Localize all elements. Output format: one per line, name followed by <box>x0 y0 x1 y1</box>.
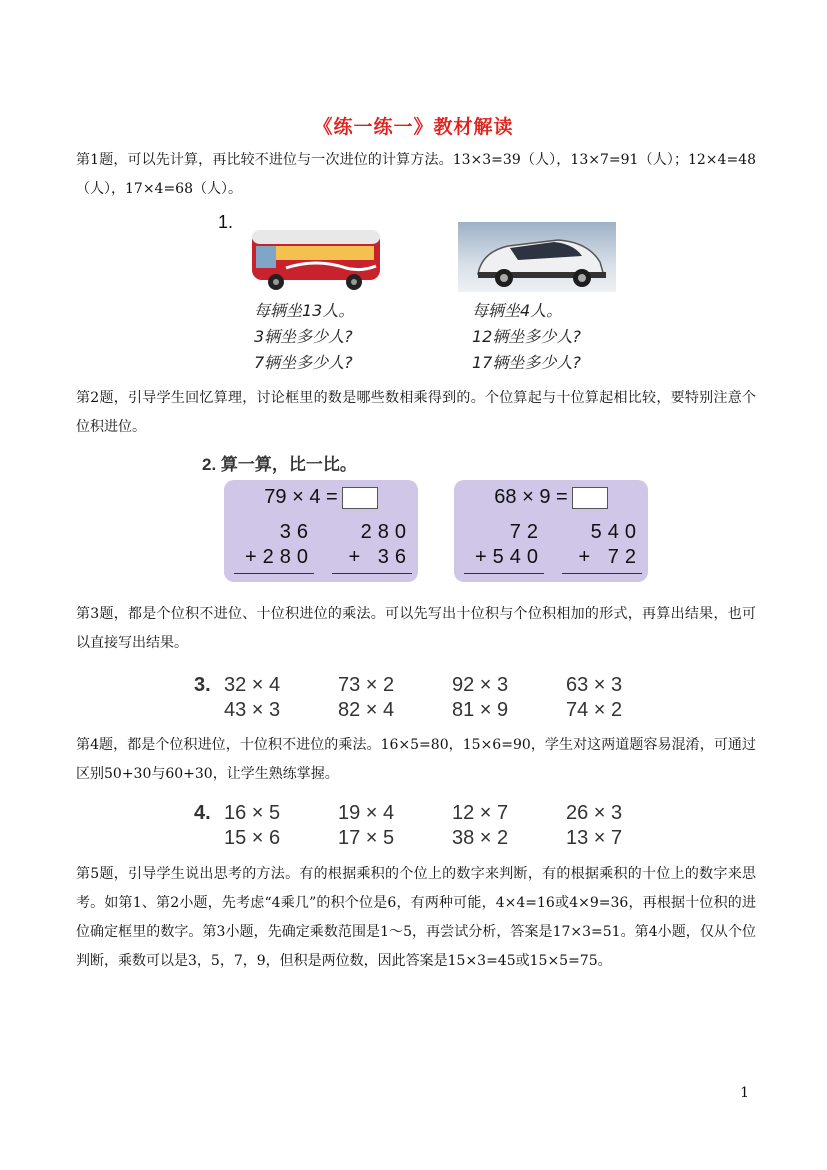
answer-box-left[interactable] <box>342 487 378 509</box>
exercise-item: 63 × 3 <box>566 674 623 696</box>
equation-left-text: 79 × 4 = <box>264 486 338 508</box>
left-line-1: 每辆坐13人。 <box>254 301 355 320</box>
exercise-item: 38 × 2 <box>452 827 509 849</box>
page-title: 《练一练一》教材解读 <box>313 116 514 138</box>
exercise-item: 82 × 4 <box>338 699 395 721</box>
car-image <box>458 222 616 292</box>
page-number: 1 <box>740 1085 749 1101</box>
right-line-3: 17辆坐多少人? <box>472 353 581 372</box>
figure-4-number: 4. <box>194 802 211 824</box>
calc-underline <box>464 573 544 574</box>
figure-1 <box>218 212 628 380</box>
right-line-1: 每辆坐4人。 <box>472 301 563 320</box>
figure-3-number: 3. <box>194 674 211 696</box>
left-problem-text <box>254 298 354 376</box>
exercise-item: 12 × 7 <box>452 802 509 824</box>
exercise-item: 32 × 4 <box>224 674 281 696</box>
figure-2-heading: 2. 算一算，比一比。 <box>202 455 357 474</box>
equation-right-text: 68 × 9 = <box>494 486 568 508</box>
exercise-item: 81 × 9 <box>452 699 509 721</box>
calc-line: 72 <box>509 521 544 543</box>
figure-4 <box>194 802 644 852</box>
exercise-item: 19 × 4 <box>338 802 395 824</box>
exercise-item: 92 × 3 <box>452 674 509 696</box>
exercise-item: 43 × 3 <box>224 699 281 721</box>
exercise-item: 13 × 7 <box>566 827 623 849</box>
paragraph-2: 第2题，引导学生回忆算理，讨论框里的数是哪些数相乘得到的。个位算起与十位算起相比较，要特别注意个位积进位。 <box>76 390 756 435</box>
equation-right <box>454 486 648 509</box>
calc-line: 280 <box>360 521 412 543</box>
figure-2 <box>198 450 658 590</box>
calc-line: +540 <box>474 546 544 568</box>
calc-underline <box>234 573 314 574</box>
vertical-calc-right-b <box>562 520 642 574</box>
exercise-item: 17 × 5 <box>338 827 395 849</box>
calc-box-right <box>454 480 648 582</box>
left-line-3: 7辆坐多少人? <box>254 353 353 372</box>
calc-line: 540 <box>590 521 642 543</box>
vertical-calc-left-b <box>332 520 412 574</box>
figure-3 <box>194 674 644 724</box>
calc-line: + 72 <box>578 546 642 568</box>
exercise-item: 73 × 2 <box>338 674 395 696</box>
left-line-2: 3辆坐多少人? <box>254 327 353 346</box>
right-problem-text <box>472 298 581 376</box>
equation-left <box>224 486 418 509</box>
exercise-item: 16 × 5 <box>224 802 281 824</box>
paragraph-4: 第4题，都是个位积进位，十位积不进位的乘法。16×5=80，15×6=90，学生对这两道题容易混淆，可通过区别50+30与60+30，让学生熟练掌握。 <box>76 737 756 782</box>
calc-line: + 36 <box>348 546 412 568</box>
exercise-item: 74 × 2 <box>566 699 623 721</box>
calc-line: +280 <box>244 546 314 568</box>
figure-1-number: 1. <box>218 212 234 232</box>
bus-image <box>246 222 386 292</box>
calc-box-left <box>224 480 418 582</box>
calc-underline <box>332 573 412 574</box>
paragraph-5: 第5题，引导学生说出思考的方法。有的根据乘积的个位上的数字来判断，有的根据乘积的十位上的数字来思考。如第1、第2小题，先考虑“4乘几”的积个位是6，有两种可能，4×4=16或4×9=36，再根据十位积的进位确定框里的数字。第3小题，先确定乘数范围是1～5，再尝试分析，答案是17×3=51。第4小题，仅从个位判断，乘数可以是3，5，7，9，但积是两位数，因此答案是15×3=45或15×5=75。 <box>76 866 756 969</box>
exercise-item: 26 × 3 <box>566 802 623 824</box>
exercise-item: 15 × 6 <box>224 827 281 849</box>
calc-line: 36 <box>279 521 314 543</box>
paragraph-3: 第3题，都是个位积不进位、十位积进位的乘法。可以先写出十位积与个位积相加的形式，再算出结果，也可以直接写出结果。 <box>76 606 756 651</box>
answer-box-right[interactable] <box>572 487 608 509</box>
vertical-calc-left-a <box>234 520 314 574</box>
right-line-2: 12辆坐多少人? <box>472 327 581 346</box>
paragraph-1: 第1题，可以先计算，再比较不进位与一次进位的计算方法。13×3=39（人），13×7=91（人）；12×4=48（人），17×4=68（人）。 <box>76 152 756 197</box>
calc-underline <box>562 573 642 574</box>
vertical-calc-right-a <box>464 520 544 574</box>
